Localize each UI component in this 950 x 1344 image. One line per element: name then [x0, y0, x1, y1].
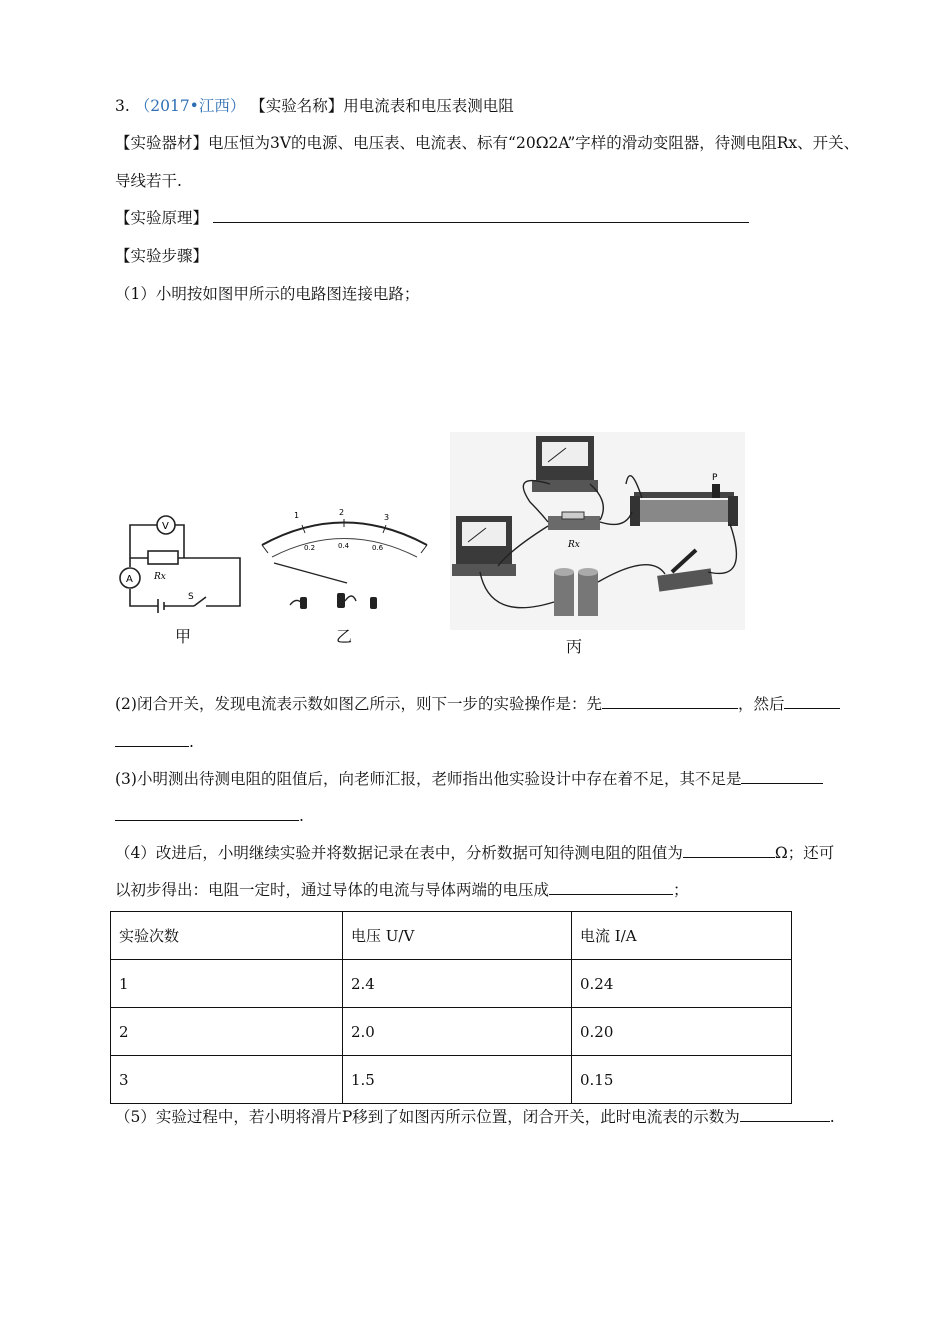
step-1: （1）小明按如图甲所示的电路图连接电路；	[115, 285, 420, 303]
step-5-end: .	[829, 1108, 835, 1126]
table-row	[111, 960, 792, 1008]
dial-minor-1: 0.2	[304, 544, 316, 552]
table-cell: 0.20	[572, 1008, 792, 1056]
data-table	[110, 911, 792, 1104]
table-cell: 2.4	[343, 960, 572, 1008]
dial-tick-2: 2	[339, 508, 345, 517]
step-3-text: (3)小明测出待测电阻的阻值后，向老师汇报，老师指出他实验设计中存在着不足，其不足是	[115, 770, 742, 788]
dial-minor-2: 0.4	[338, 542, 350, 550]
step-5-blank[interactable]	[740, 1107, 830, 1122]
step-2-blank-1[interactable]	[602, 694, 738, 709]
table-cell: 0.15	[572, 1056, 792, 1104]
step-4-end: ；	[673, 881, 689, 899]
table-row	[111, 1056, 792, 1104]
principle-blank[interactable]	[213, 208, 749, 223]
rx-symbol: Rx	[154, 572, 166, 582]
ammeter-symbol: A	[126, 574, 133, 585]
step-5-text: （5）实验过程中，若小明将滑片P移到了如图丙所示位置，闭合开关，此时电流表的示数为	[115, 1108, 740, 1126]
figure-bing-apparatus	[450, 432, 745, 630]
equipment-line-2: 导线若干.	[115, 172, 182, 190]
figure-yi-label: 乙	[336, 627, 353, 646]
step-4-unit: Ω；还可	[774, 844, 835, 862]
voltmeter-symbol: V	[162, 521, 169, 532]
step-4-line-1	[115, 843, 834, 863]
table-header-voltage: 电压 U/V	[343, 912, 572, 960]
figure-bing-label: 丙	[566, 637, 583, 656]
figure-yi-ammeter-dial	[252, 505, 437, 620]
table-cell: 1	[111, 960, 343, 1008]
figure-jia-label: 甲	[175, 627, 192, 646]
table-header-row	[111, 912, 792, 960]
rx-device-label: Rx	[568, 540, 580, 550]
step-2-end: .	[189, 733, 194, 751]
question-source: （2017•江西）	[134, 97, 246, 115]
step-4-line-2	[115, 880, 689, 900]
dial-tick-3: 3	[384, 513, 390, 522]
dial-minor-3: 0.6	[372, 544, 384, 552]
step-4-blank-relation[interactable]	[549, 880, 673, 895]
step-3-end: .	[299, 807, 304, 825]
step-4-text: （4）改进后，小明继续实验并将数据记录在表中，分析数据可知待测电阻的阻值为	[115, 844, 683, 862]
step-3-line-1	[115, 769, 823, 789]
table-header-trial: 实验次数	[111, 912, 343, 960]
slider-p-label: P	[712, 473, 718, 483]
question-number: 3.	[115, 97, 130, 115]
steps-heading: 【实验步骤】	[115, 247, 209, 265]
step-3-line-2	[115, 806, 304, 826]
question-header	[115, 96, 514, 116]
ammeter-device	[452, 516, 516, 576]
table-cell: 2	[111, 1008, 343, 1056]
question-title: 【实验名称】用电流表和电压表测电阻	[250, 97, 514, 115]
figure-jia-circuit	[112, 515, 252, 615]
dial-tick-1: 1	[294, 511, 300, 520]
table-header-current: 电流 I/A	[572, 912, 792, 960]
step-3-blank-b[interactable]	[115, 806, 299, 821]
principle-label: 【实验原理】	[115, 209, 209, 227]
step-2-text: (2)闭合开关，发现电流表示数如图乙所示，则下一步的实验操作是：先	[115, 695, 602, 713]
step-2-blank-2b[interactable]	[115, 732, 189, 747]
step-2-line-1	[115, 694, 840, 714]
step-3-blank-a[interactable]	[741, 769, 823, 784]
equipment-line-1: 【实验器材】电压恒为3V的电源、电压表、电流表、标有“20Ω2A”字样的滑动变阻器，待测电阻Rx、开关、	[115, 134, 860, 152]
voltmeter-device	[532, 436, 598, 492]
table-row	[111, 1008, 792, 1056]
table-cell: 0.24	[572, 960, 792, 1008]
step-4-blank-resistance[interactable]	[683, 843, 775, 858]
table-cell: 3	[111, 1056, 343, 1104]
principle-line	[115, 208, 749, 228]
step-2-then: ，然后	[737, 695, 785, 713]
step-2-line-2	[115, 732, 194, 752]
step-2-blank-2a[interactable]	[784, 694, 840, 709]
step-4-conclusion: 以初步得出：电阻一定时，通过导体的电流与导体两端的电压成	[115, 881, 550, 899]
table-cell: 2.0	[343, 1008, 572, 1056]
table-cell: 1.5	[343, 1056, 572, 1104]
step-5-line	[115, 1107, 835, 1127]
switch-symbol: S	[188, 592, 194, 602]
